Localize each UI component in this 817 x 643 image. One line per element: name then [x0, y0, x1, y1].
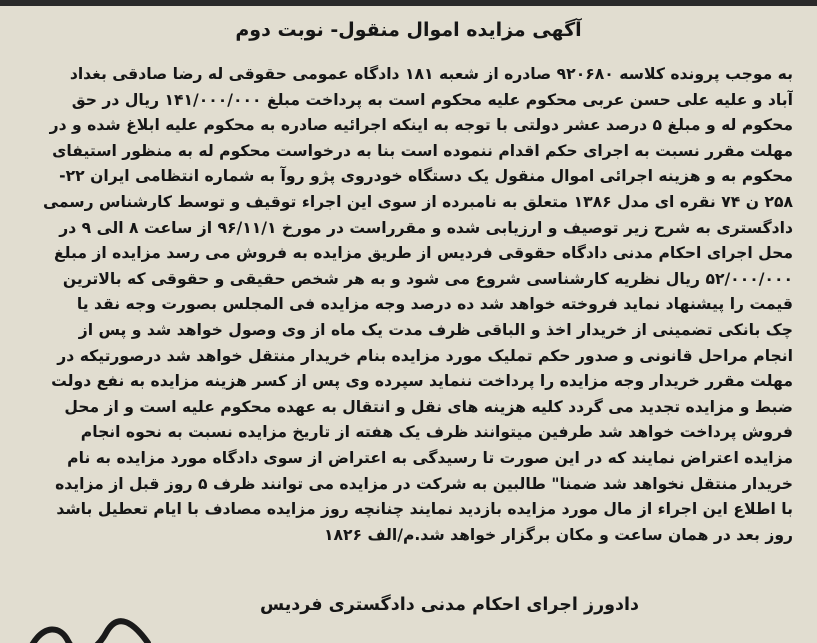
body-line: چک بانکی تضمینی از خریدار اخذ و الباقی ظرف مدت یک ماه از وی وصول خواهد شد و پس از — [78, 320, 793, 339]
body-line: روز بعد در همان ساعت و مکان برگزار خواهد شد.م/الف ۱۸۲۶ — [323, 525, 793, 544]
top-rule — [0, 0, 817, 6]
body-line: مهلت مقرر خریدار وجه مزایده را پرداخت ننماید سپرده وی پس از کسر هزینه مزایده به نفع دولت — [51, 372, 793, 391]
body-line: قیمت را پیشنهاد نماید فروخته خواهد شد ده درصد وجه مزایده فی المجلس بصورت وجه نقد یا — [76, 295, 793, 314]
ink-mark-icon — [24, 615, 154, 643]
body-line: خریدار منتقل نخواهد شد ضمنا" طالبین به شرکت در مزایده می توانند ظرف ۵ روز قبل از مزایده — [55, 474, 793, 493]
body-line: محکوم به و هزینه اجرائی اموال منقول یک دستگاه خودروی پژو روآ به شماره انتظامی ایران ۲۲- — [59, 167, 793, 186]
notice-title: آگهی مزایده اموال منقول- نوبت دوم — [235, 19, 582, 41]
body-line: انجام مراحل قانونی و صدور حکم تملیک مورد مزایده بنام خریدار منتقل خواهد شد درصورتیکه در — [57, 346, 793, 365]
notice-signature: دادورز اجرای احکام مدنی دادگستری فردیس — [259, 595, 639, 615]
body-line: با اطلاع این اجراء از مال مورد مزایده بازدید نمایند چنانچه روز مزایده مصادف با ایام تعطیل باشد — [56, 500, 793, 519]
body-line: مهلت مقرر نسبت به اجرای حکم اقدام ننموده است بنا به درخواست محکوم له به منظور استیفای — [52, 141, 793, 160]
body-line: دادگستری به شرح زیر توصیف و ارزیابی شده و مقرراست در مورخ ۹۶/۱۱/۱ از ساعت ۸ الی ۹ در — [59, 218, 793, 237]
body-line: ۵۲/۰۰۰/۰۰۰ ریال نظریه کارشناسی شروع می شود و به هر شخص حقیقی و حقوقی که بالاترین — [62, 269, 793, 288]
body-line: مزایده اعتراض نمایند که در این صورت تا رسیدگی به اعتراض از سوی دادگاه مورد مزایده به نام — [67, 448, 793, 467]
body-line: آباد و علیه علی حسن عربی محکوم علیه محکوم است به پرداخت مبلغ ۱۴۱/۰۰۰/۰۰۰ ریال در حق — [71, 90, 793, 109]
body-line: فروش پرداخت خواهد شد طرفین میتوانند ظرف یک هفته از تاریخ مزایده نسبت به نحوه انجام — [80, 423, 793, 442]
body-line: محل اجرای احکام مدنی دادگاه حقوقی فردیس از طریق مزایده به فروش می رسد مزایده از مبلغ — [53, 244, 793, 263]
body-line: محکوم له و مبلغ ۵ درصد عشر دولتی با توجه به اینکه اجرائیه صادره به محکوم علیه ابلاغ شده و در — [49, 116, 793, 135]
body-line: به موجب پرونده کلاسه ۹۲۰۶۸۰ صادره از شعبه ۱۸۱ دادگاه عمومی حقوقی له رضا صادقی بغداد — [69, 65, 793, 83]
body-line: ۲۵۸ ن ۷۴ نقره ای مدل ۱۳۸۶ متعلق به نامبرده از سوی این اجراء توقیف و توسط کارشناس رسمی — [43, 192, 793, 211]
notice-body — [26, 62, 793, 548]
body-line: ضبط و مزایده تجدید می گردد کلیه هزینه های نقل و انتقال به عهده محکوم علیه است و از محل — [64, 397, 793, 416]
